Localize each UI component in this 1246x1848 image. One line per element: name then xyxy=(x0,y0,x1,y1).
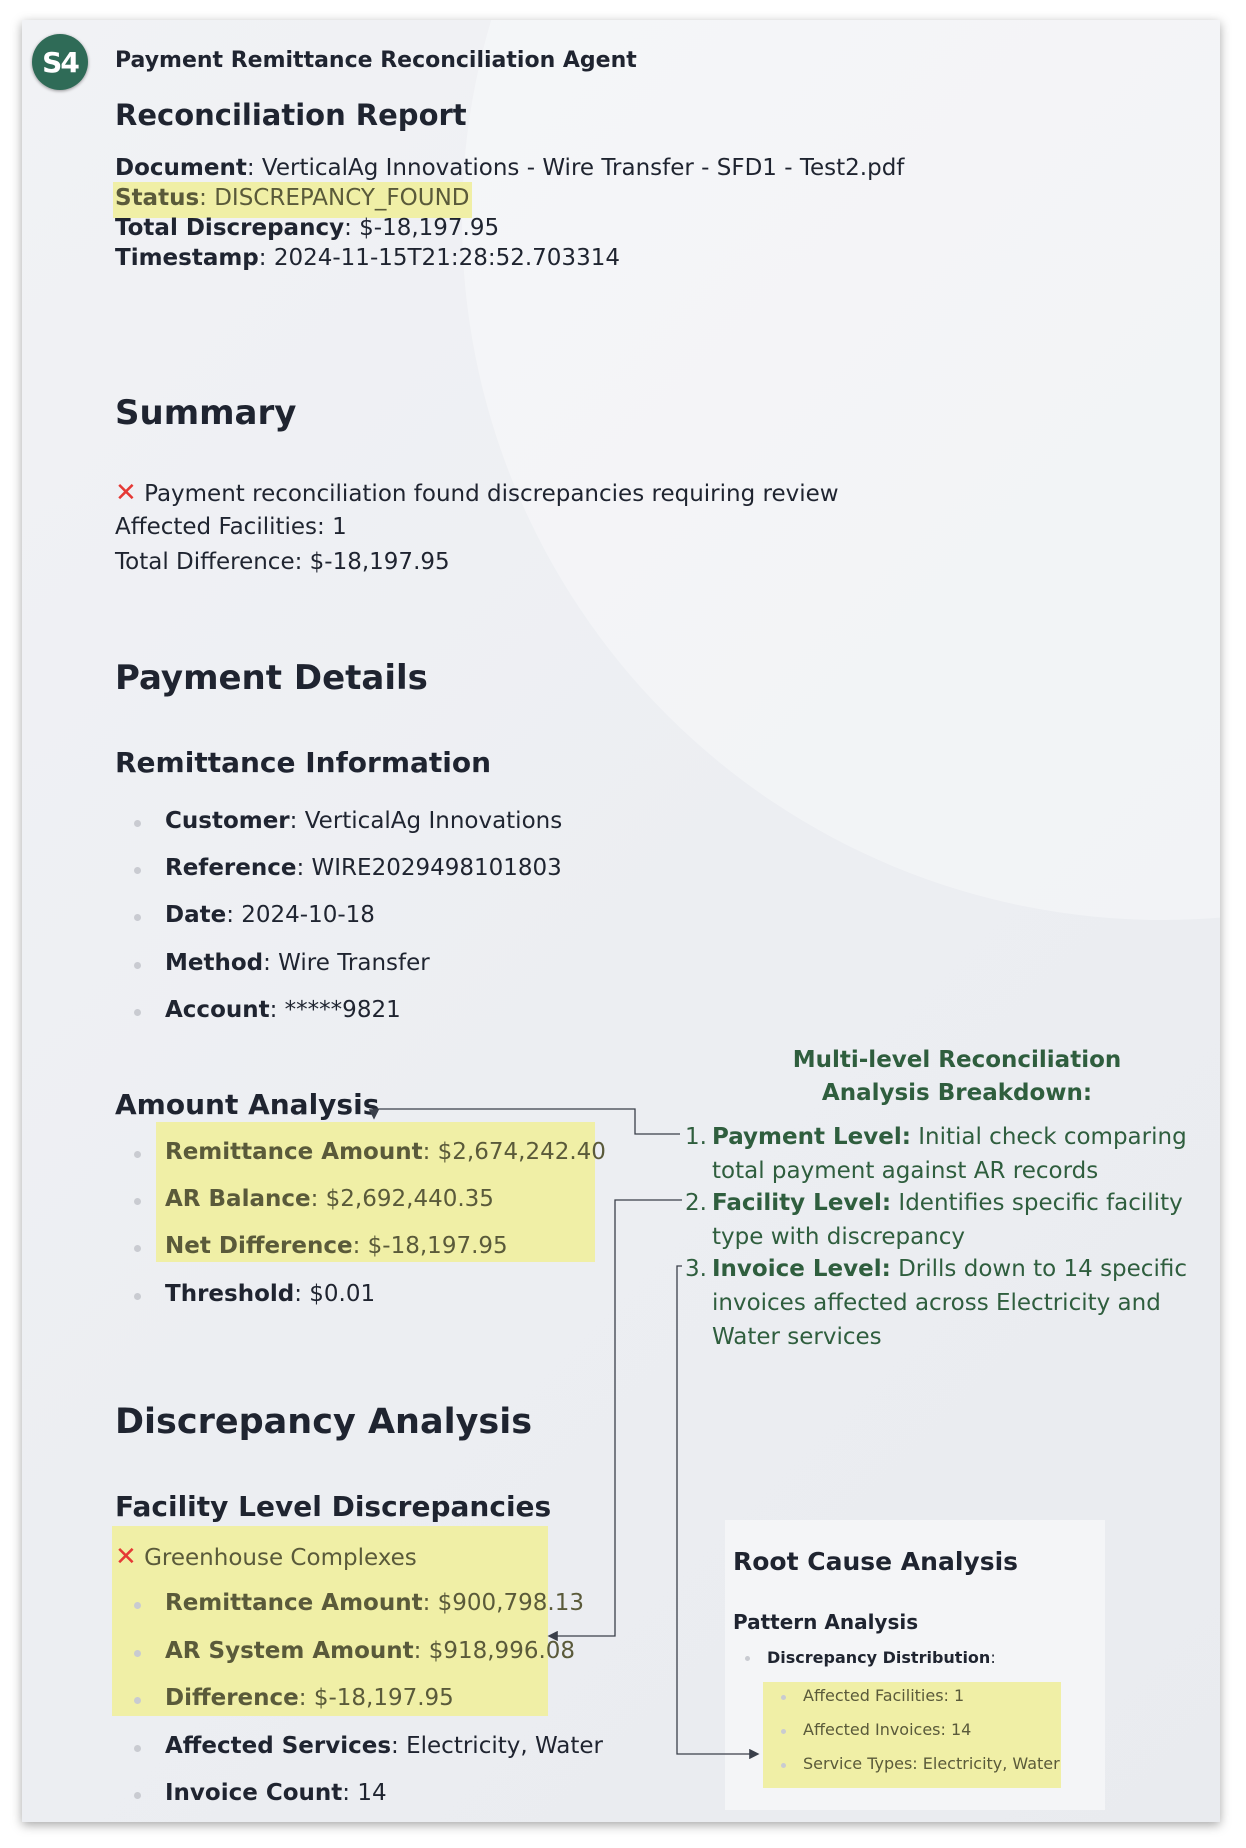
pattern-analysis-title: Pattern Analysis xyxy=(733,1610,919,1634)
distribution-invoices: Affected Invoices: 14 xyxy=(803,1720,972,1739)
connector-payment-level xyxy=(374,1109,680,1134)
remittance-reference: Reference: WIRE2029498101803 xyxy=(165,855,562,881)
remittance-info-title: Remittance Information xyxy=(115,746,492,779)
amount-ar-balance: AR Balance: $2,692,440.35 xyxy=(165,1186,494,1212)
facility-ar-system: AR System Amount: $918,996.08 xyxy=(165,1638,576,1664)
distribution-service-types: Service Types: Electricity, Water xyxy=(803,1754,1060,1773)
amount-threshold: Threshold: $0.01 xyxy=(165,1281,376,1307)
facility-remittance: Remittance Amount: $900,798.13 xyxy=(165,1590,584,1616)
annotation-title: Multi-level Reconciliation Analysis Breakdown: xyxy=(792,1047,1122,1106)
summary-difference: Total Difference: $-18,197.95 xyxy=(115,549,450,575)
remittance-method: Method: Wire Transfer xyxy=(165,950,430,976)
red-x-icon: ✕ xyxy=(115,1542,137,1572)
facility-services: Affected Services: Electricity, Water xyxy=(165,1733,603,1759)
annotation-num-2: 2. xyxy=(685,1190,707,1216)
summary-title: Summary xyxy=(115,393,297,433)
connector-lines xyxy=(22,20,1220,1822)
payment-details-title: Payment Details xyxy=(115,658,428,698)
facility-name: ✕ Greenhouse Complexes xyxy=(115,1542,417,1572)
connector-invoice-level xyxy=(677,1266,757,1754)
annotation-item-payment-level: Payment Level: Initial check comparing total payment against AR records xyxy=(712,1124,1187,1184)
summary-message: ✕ Payment reconciliation found discrepancies requiring review xyxy=(115,478,839,508)
facility-invoice-count: Invoice Count: 14 xyxy=(165,1780,387,1806)
annotation-num-3: 3. xyxy=(685,1256,707,1282)
report-card xyxy=(22,20,1220,1822)
total-discrepancy-line: Total Discrepancy: $-18,197.95 xyxy=(115,215,500,241)
discrepancy-analysis-title: Discrepancy Analysis xyxy=(115,1402,533,1442)
remittance-account: Account: *****9821 xyxy=(165,997,401,1023)
red-x-icon: ✕ xyxy=(115,478,137,508)
distribution-facilities: Affected Facilities: 1 xyxy=(803,1686,965,1705)
remittance-date: Date: 2024-10-18 xyxy=(165,902,375,928)
facility-difference: Difference: $-18,197.95 xyxy=(165,1685,454,1711)
amount-net-difference: Net Difference: $-18,197.95 xyxy=(165,1233,508,1259)
annotation-num-1: 1. xyxy=(685,1124,707,1150)
document-line: Document: VerticalAg Innovations - Wire Transfer - SFD1 - Test2.pdf xyxy=(115,155,905,181)
discrepancy-distribution-label: Discrepancy Distribution: xyxy=(767,1648,996,1667)
connector-facility-level xyxy=(550,1200,682,1636)
facility-level-title: Facility Level Discrepancies xyxy=(115,1490,552,1523)
annotation-item-facility-level: Facility Level: Identifies specific facility type with discrepancy xyxy=(712,1190,1183,1250)
amount-analysis-title: Amount Analysis xyxy=(115,1088,380,1121)
annotation-item-invoice-level: Invoice Level: Drills down to 14 specific invoices affected across Electricity and Water services xyxy=(712,1256,1187,1350)
root-cause-title: Root Cause Analysis xyxy=(733,1547,1019,1576)
report-title: Reconciliation Report xyxy=(115,98,467,132)
agent-avatar: S4 xyxy=(32,34,88,90)
status-line: Status: DISCREPANCY_FOUND xyxy=(115,185,470,211)
remittance-customer: Customer: VerticalAg Innovations xyxy=(165,808,563,834)
timestamp-line: Timestamp: 2024-11-15T21:28:52.703314 xyxy=(115,245,620,271)
amount-remittance: Remittance Amount: $2,674,242.40 xyxy=(165,1139,606,1165)
summary-affected: Affected Facilities: 1 xyxy=(115,514,347,540)
agent-title: Payment Remittance Reconciliation Agent xyxy=(115,48,637,73)
